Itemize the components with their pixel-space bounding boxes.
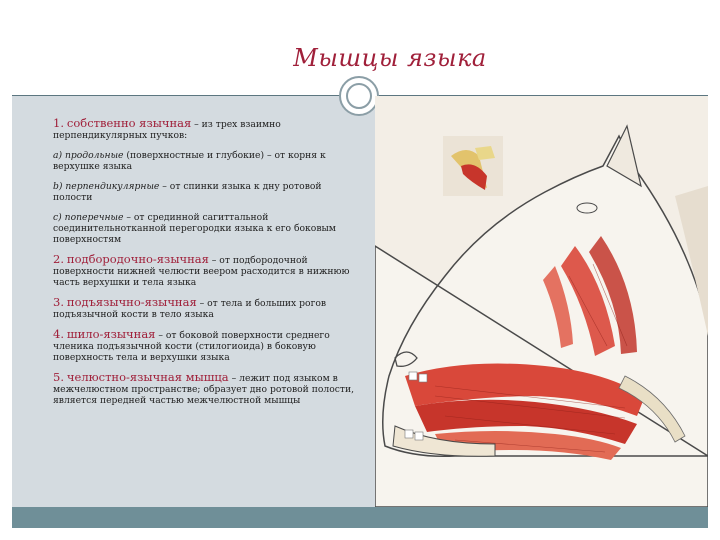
item-heading: челюстно-язычная мышца [66,370,229,384]
list-item [53,329,358,363]
inset-diagram-icon [443,136,503,196]
list-item [53,212,358,245]
item-number: 5. [53,370,64,384]
sub-item-label: c) поперечные [53,212,124,223]
item-heading: подбородочно-язычная [66,252,209,266]
list-item [53,372,358,406]
item-description: – от спинки языка к дну ротовой полости [53,181,322,203]
item-description: – от боковой поверхности среднего членика подъязычной кости (стилогиоида) в боковую поверхность тела и верхушки языка [53,330,330,363]
item-number: 1. [53,116,64,130]
horse-head-anatomy-figure [375,96,708,507]
item-description: – из трех взаимно перпендикулярных пучков: [53,119,281,141]
horse-head-anatomy-icon [375,96,708,507]
list-item [53,254,358,288]
muscle-list [53,118,358,415]
item-number: 2. [53,252,64,266]
item-description: – лежит под языком в межчелюстном пространстве; образует дно ротовой полости, является передней частью межчелюстной мышцы [53,373,355,406]
item-description: (поверхностные и глубокие) – от корня к верхушке языка [53,150,326,172]
footer-bar [12,507,708,528]
item-number: 3. [53,295,64,309]
list-item [53,150,358,172]
item-description: – от срединной сагиттальной соединительнотканной перегородки языка к его боковым поверхностям [53,212,336,245]
sub-item-label: a) продольные [53,150,124,161]
list-item [53,118,358,141]
item-number: 4. [53,327,64,341]
item-heading: подъязычно-язычная [66,295,197,309]
item-description: – от подбородочной поверхности нижней челюсти веером расходится в нижнюю часть верхушки и тела языка [53,255,350,288]
item-description: – от тела и больших рогов подъязычной кости в тело языка [53,298,327,320]
item-heading: собственно язычная [66,116,192,130]
sub-item-label: b) перпендикулярные [53,181,160,192]
slide-title: Мышцы языка [293,44,487,72]
decorative-ring-icon [339,76,379,116]
item-heading: шило-язычная [66,327,156,341]
list-item [53,297,358,320]
list-item [53,181,358,203]
